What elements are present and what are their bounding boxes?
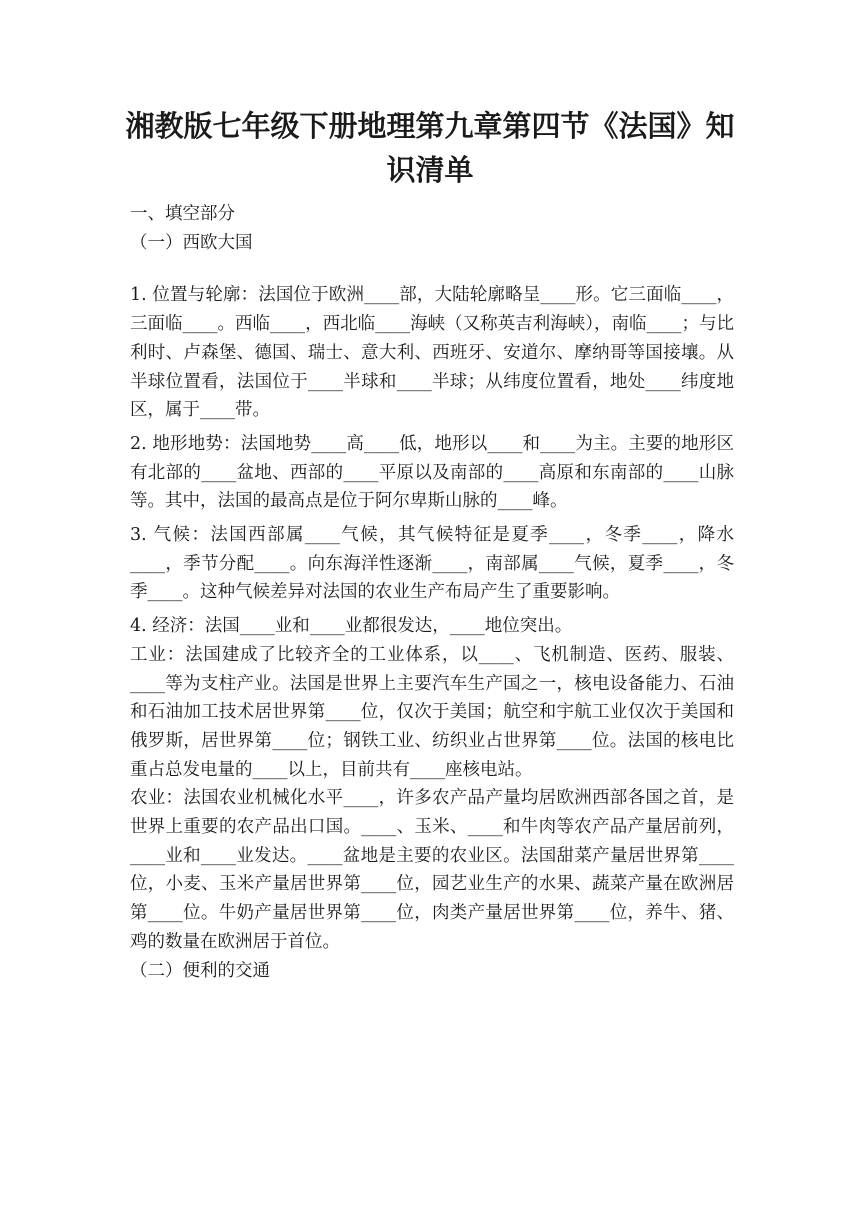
document-title: 湘教版七年级下册地理第九章第四节《法国》知识清单: [125, 109, 735, 187]
subsection-heading: （一）西欧大国: [130, 232, 253, 253]
subsection-heading: （二）便利的交通: [130, 960, 270, 981]
paragraph-terrain: 2. 地形地势：法国地势____高____低，地形以____和____为主。主要的地形区有北部的____盆地、西部的____平原以及南部的____高原和东南部的____山脉等。其中，法国的最高点是位于阿尔卑斯山脉的____峰。: [130, 433, 734, 512]
paragraph-agriculture: 农业：法国农业机械化水平____，许多农产品产量均居欧洲西部各国之首，是世界上重要的农产品出口国。____、玉米、____和牛肉等农产品产量居前列，____业和____业发达。____盆地是主要的农业区。法国甜菜产量居世界第____位，小麦、玉米产量居世界第____位，园艺业生产的水果、蔬菜产量在欧洲居第____位。牛奶产量居世界第____位，肉类产量居世界第____位，养牛、猪、鸡的数量在欧洲居于首位。: [130, 788, 734, 952]
section-heading: 一、填空部分: [130, 204, 235, 224]
paragraph-economy: 4. 经济：法国____业和____业都很发达，____地位突出。: [130, 616, 573, 637]
paragraph-climate: 3. 气候：法国西部属____气候，其气候特征是夏季____，冬季____，降水____，季节分配____。向东海洋性逐渐____，南部属____气候，夏季____，冬季____。这种气候差异对法国的农业生产布局产生了重要影响。: [130, 525, 734, 603]
document-body: [130, 200, 734, 985]
paragraph-location: 1. 位置与轮廓：法国位于欧洲____部，大陆轮廓略呈____形。它三面临____，三面临____。西临____，西北临____海峡（又称英吉利海峡），南临____；与比利时、卢森堡、德国、瑞士、意大利、西班牙、安道尔、摩纳哥等国接壤。从半球位置看，法国位于____半球和____半球；从纬度位置看，地处____纬度地区，属于____带。: [130, 285, 734, 421]
paragraph-industry: 工业：法国建成了比较齐全的工业体系，以____、飞机制造、医药、服装、____等为支柱产业。法国是世界上主要汽车生产国之一，核电设备能力、石油和石油加工技术居世界第____位，仅次于美国；航空和宇航工业仅次于美国和俄罗斯，居世界第____位；钢铁工业、纺织业占世界第____位。法国的核电比重占总发电量的____以上，目前共有____座核电站。: [130, 644, 734, 780]
spacer: [130, 257, 734, 281]
